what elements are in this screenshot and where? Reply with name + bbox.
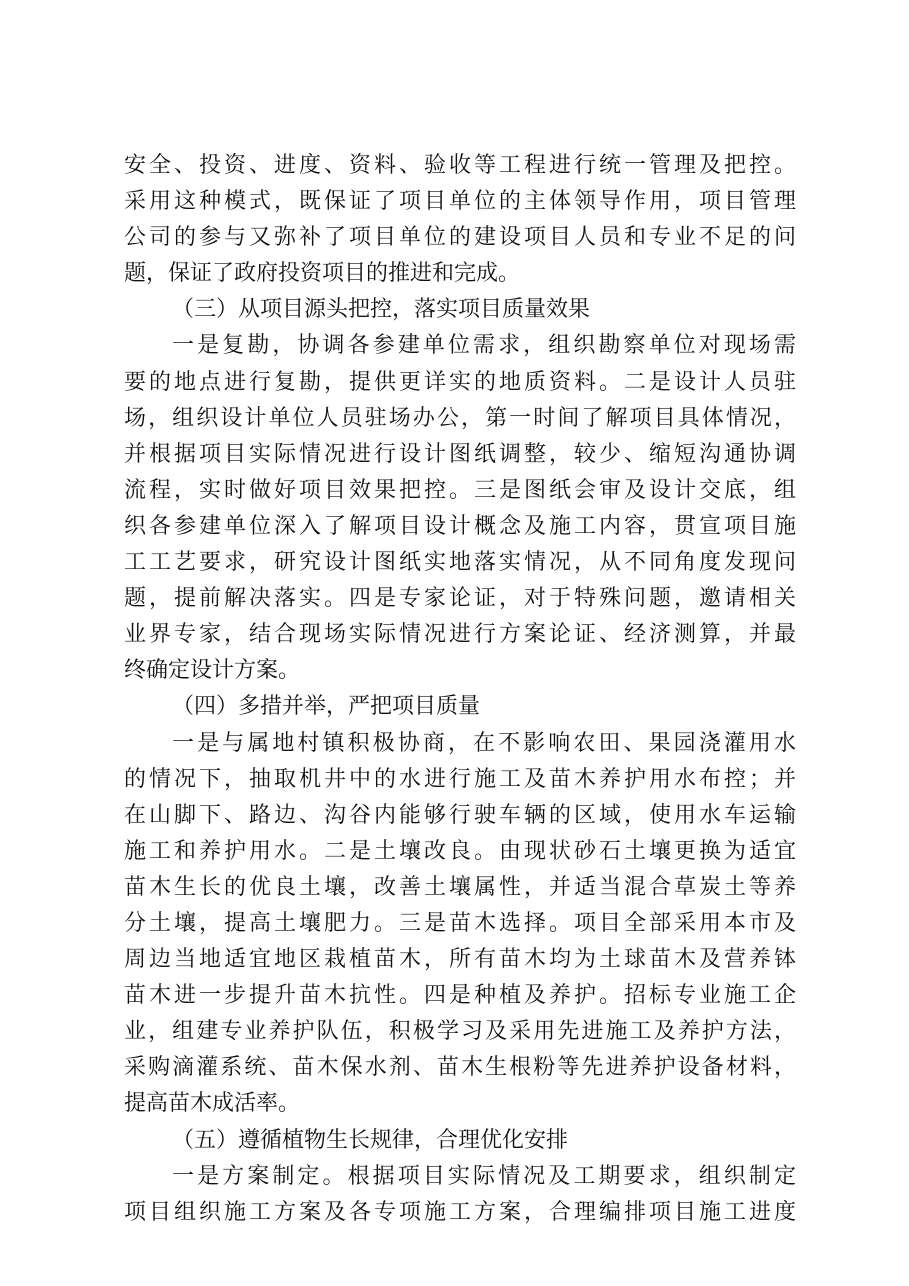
paragraph-line: 织各参建单位深入了解项目设计概念及施工内容，贯宣项目施 xyxy=(124,513,796,539)
paragraph-line: 公司的参与又弥补了项目单位的建设项目人员和专业不足的问 xyxy=(124,225,796,251)
paragraph-line: 苗木进一步提升苗木抗性。四是种植及养护。招标专业施工企 xyxy=(124,983,796,1009)
paragraph-last-line: 终确定设计方案。 xyxy=(124,658,301,684)
paragraph-last-line: 提高苗木成活率。 xyxy=(124,1091,301,1117)
paragraph-line: 苗木生长的优良土壤，改善土壤属性，并适当混合草炭土等养 xyxy=(124,874,796,900)
paragraph-line: 采购滴灌系统、苗木保水剂、苗木生根粉等先进养护设备材料， xyxy=(124,1055,796,1081)
paragraph-line: 项目组织施工方案及各专项施工方案，合理编排项目施工进度 xyxy=(124,1199,796,1225)
section-heading: （三）从项目源头把控，落实项目质量效果 xyxy=(172,297,591,323)
paragraph-line: 的情况下，抽取机井中的水进行施工及苗木养护用水布控；并 xyxy=(124,766,796,792)
section-heading: （四）多措并举，严把项目质量 xyxy=(172,694,481,720)
paragraph-line: 要的地点进行复勘，提供更详实的地质资料。二是设计人员驻 xyxy=(124,369,796,395)
section-heading: （五）遵循植物生长规律，合理优化安排 xyxy=(172,1127,569,1153)
paragraph-line: 并根据项目实际情况进行设计图纸调整，较少、缩短沟通协调 xyxy=(124,441,796,467)
document-page xyxy=(124,148,796,1231)
paragraph-last-line: 题，保证了政府投资项目的推进和完成。 xyxy=(124,261,521,287)
paragraph-first-line: 一是复勘，协调各参建单位需求，组织勘察单位对现场需 xyxy=(172,333,796,359)
paragraph-line: 采用这种模式，既保证了项目单位的主体领导作用，项目管理 xyxy=(124,189,796,215)
paragraph-first-line: 一是与属地村镇积极协商，在不影响农田、果园浇灌用水 xyxy=(172,730,796,756)
paragraph-line: 周边当地适宜地区栽植苗木，所有苗木均为土球苗木及营养钵 xyxy=(124,947,796,973)
paragraph-line: 题，提前解决落实。四是专家论证，对于特殊问题，邀请相关 xyxy=(124,586,796,612)
paragraph-line: 业界专家，结合现场实际情况进行方案论证、经济测算，并最 xyxy=(124,622,796,648)
paragraph-line: 施工和养护用水。二是土壤改良。由现状砂石土壤更换为适宜 xyxy=(124,838,796,864)
paragraph-first-line: 一是方案制定。根据项目实际情况及工期要求，组织制定 xyxy=(172,1163,796,1189)
paragraph-line: 场，组织设计单位人员驻场办公，第一时间了解项目具体情况， xyxy=(124,405,796,431)
paragraph-line: 在山脚下、路边、沟谷内能够行驶车辆的区域，使用水车运输 xyxy=(124,802,796,828)
paragraph-line: 流程，实时做好项目效果把控。三是图纸会审及设计交底，组 xyxy=(124,477,796,503)
paragraph-line: 分土壤，提高土壤肥力。三是苗木选择。项目全部采用本市及 xyxy=(124,910,796,936)
paragraph-line: 安全、投资、进度、资料、验收等工程进行统一管理及把控。 xyxy=(124,153,796,178)
paragraph-line: 业，组建专业养护队伍，积极学习及采用先进施工及养护方法， xyxy=(124,1019,796,1045)
paragraph-line: 工工艺要求，研究设计图纸实地落实情况，从不同角度发现问 xyxy=(124,550,796,576)
